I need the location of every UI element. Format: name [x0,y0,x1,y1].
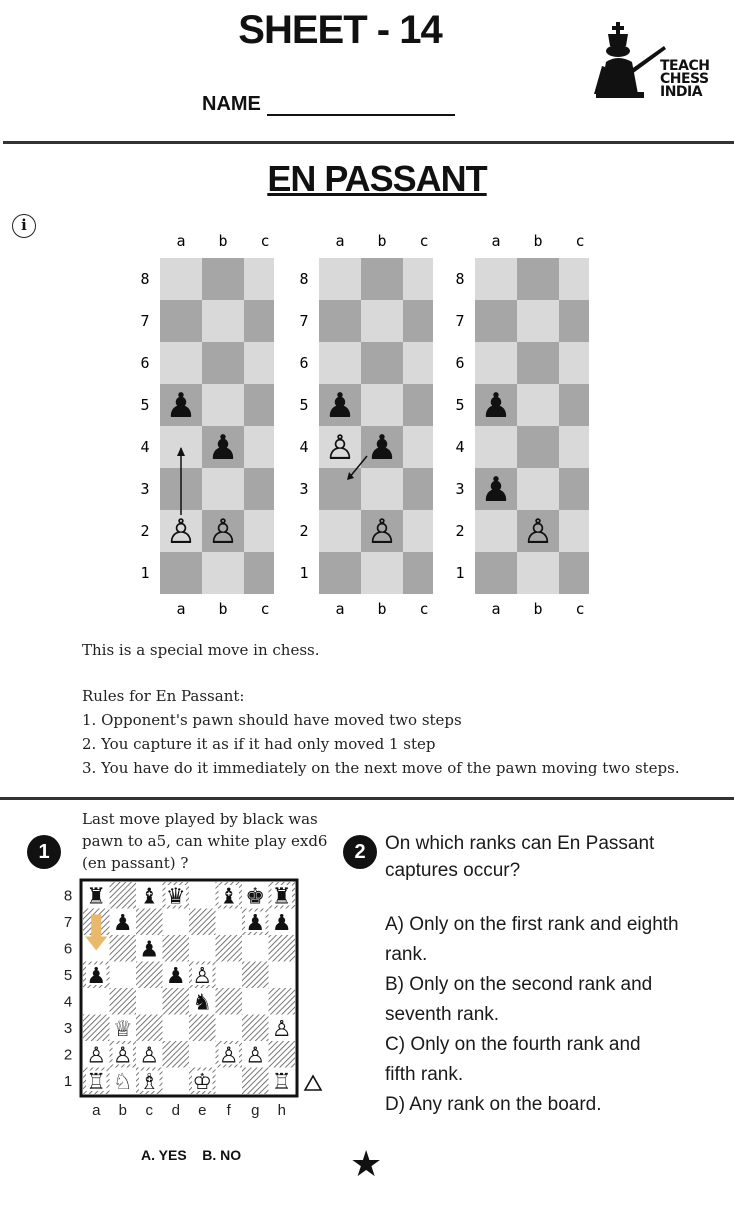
rank-label: 1 [299,564,309,582]
white-pawn: ♙ [165,512,197,552]
board-square [559,300,589,342]
rule-1: 1. Opponent's pawn should have moved two steps [82,711,462,729]
board-square [403,468,433,510]
file-label: a [491,600,501,618]
board-square[interactable] [189,935,216,962]
question-1-line: pawn to a5, can white play exd6 [82,832,328,850]
file-label: f [226,1102,231,1119]
question-1-line: Last move played by black was [82,810,318,828]
board-square [202,342,244,384]
board-square[interactable] [83,1015,110,1042]
board-square [361,300,403,342]
rank-label: 8 [140,270,150,288]
rank-label: 4 [299,438,309,456]
board-square[interactable] [189,882,216,909]
chess-piece[interactable]: ♙ [192,963,213,989]
chess-piece[interactable]: ♙ [245,1043,266,1069]
option-a-line: A) Only on the first rank and eighth [385,914,679,935]
board-square [475,426,517,468]
logo-text-teach: TEACH [660,58,710,74]
rank-label: 4 [140,438,150,456]
black-pawn: ♟ [165,386,197,426]
board-square[interactable] [216,909,243,936]
chess-piece[interactable]: ♖ [86,1069,107,1095]
board-square[interactable] [83,988,110,1015]
board-square[interactable] [216,935,243,962]
board-square[interactable] [216,1068,243,1095]
file-label: b [533,232,543,250]
question-2-badge: 2 [343,835,377,869]
board-square [319,510,361,552]
white-pawn: ♙ [207,512,239,552]
question-2-text [385,830,725,884]
chess-piece[interactable]: ♞ [192,990,213,1016]
star-icon: ★ [350,1143,383,1184]
rank-label: 7 [455,312,465,330]
question-1-answer-options[interactable]: A. YES B. NO [141,1147,242,1163]
board-square [403,342,433,384]
board-square [403,510,433,552]
board-square [517,426,559,468]
chess-piece[interactable]: ♜ [86,884,107,910]
chess-piece[interactable]: ♖ [271,1069,292,1095]
rank-label: 5 [455,396,465,414]
option-a[interactable] [385,910,730,970]
chess-piece[interactable]: ♔ [192,1069,213,1095]
board-square [319,342,361,384]
rank-label: 3 [299,480,309,498]
board-square[interactable] [163,935,190,962]
rank-label: 3 [63,1019,73,1037]
board-square [202,468,244,510]
rank-label: 8 [299,270,309,288]
board-square[interactable] [110,988,137,1015]
board-square[interactable] [269,962,296,989]
chess-piece[interactable]: ♟ [245,910,266,936]
board-square [244,384,274,426]
board-square [160,342,202,384]
diagram-group [128,228,608,624]
file-label: c [575,232,585,250]
question-2-options [385,910,730,1120]
chess-piece[interactable]: ♗ [139,1069,160,1095]
file-label: c [419,232,429,250]
question-2-line: On which ranks can En Passant [385,833,655,854]
board-square [403,300,433,342]
name-field[interactable] [202,93,455,116]
chess-piece[interactable]: ♟ [86,963,107,989]
rank-label: 1 [63,1072,73,1090]
board-square [517,300,559,342]
board-square [361,384,403,426]
board-square [244,342,274,384]
black-pawn: ♟ [324,386,356,426]
white-pawn: ♙ [324,428,356,468]
board-square [244,468,274,510]
board-square[interactable] [163,1068,190,1095]
intro-text: This is a special move in chess. [82,641,320,659]
chess-king-teacher-icon [590,20,670,102]
file-label: a [335,600,345,618]
board-square[interactable] [189,1015,216,1042]
rank-label: 1 [140,564,150,582]
file-label: a [335,232,345,250]
rank-label: 5 [140,396,150,414]
board-square [361,342,403,384]
rank-label: 1 [455,564,465,582]
board-square [160,552,202,594]
rank-label: 7 [299,312,309,330]
chess-piece[interactable]: ♙ [139,1043,160,1069]
board-square [361,552,403,594]
board-square [202,552,244,594]
chess-piece[interactable]: ♟ [271,910,292,936]
file-label: a [92,1102,101,1119]
board-square [559,552,589,594]
chess-piece[interactable]: ♘ [112,1069,133,1095]
board-square [559,384,589,426]
file-label: h [277,1102,286,1119]
black-pawn: ♟ [366,428,398,468]
file-label: c [260,600,270,618]
board-square[interactable] [242,1015,269,1042]
board-square [559,342,589,384]
board-square [475,342,517,384]
board-square [244,510,274,552]
option-c[interactable] [385,1030,730,1090]
chess-piece[interactable]: ♝ [218,884,239,910]
file-label: b [377,600,387,618]
section-heading: EN PASSANT [267,158,487,199]
board-square [475,300,517,342]
chess-piece[interactable]: ♟ [139,937,160,963]
board-square [517,468,559,510]
name-label: NAME [202,93,261,115]
triangle-icon [305,1076,321,1090]
rank-label: 8 [63,887,73,905]
board-square[interactable] [110,962,137,989]
file-label: b [118,1102,127,1119]
file-label: a [176,600,186,618]
board-square [319,258,361,300]
board-square [403,552,433,594]
board-square [559,258,589,300]
board-square[interactable] [110,935,137,962]
question-1-badge: 1 [27,835,61,869]
option-d-line: D) Any rank on the board. [385,1094,602,1115]
rank-label: 3 [140,480,150,498]
file-label: b [218,232,228,250]
board-square[interactable] [242,1068,269,1095]
rank-label: 8 [455,270,465,288]
board-square [244,426,274,468]
explanation-board-2 [299,232,433,618]
chess-piece[interactable]: ♛ [165,884,186,910]
rank-label: 4 [455,438,465,456]
file-label: c [419,600,429,618]
board-square [517,552,559,594]
file-label: a [491,232,501,250]
explanation-board-1 [140,232,274,618]
board-square [403,258,433,300]
file-label: b [533,600,543,618]
board-square[interactable] [216,988,243,1015]
board-square[interactable] [189,909,216,936]
option-b-line: B) Only on the second rank and [385,974,653,995]
board-square[interactable] [189,1041,216,1068]
option-d[interactable] [385,1090,730,1120]
rank-label: 5 [63,966,73,984]
chess-piece[interactable]: ♟ [165,963,186,989]
logo [590,20,730,102]
option-b-line: seventh rank. [385,1004,500,1025]
section-divider [0,797,734,800]
board-square [361,258,403,300]
board-square [202,300,244,342]
rule-2: 2. You capture it as if it had only moved 1 step [82,735,436,753]
name-blank-line[interactable] [267,96,455,116]
white-pawn: ♙ [366,512,398,552]
board-square[interactable] [163,1041,190,1068]
rank-label: 7 [63,913,73,931]
board-square [559,510,589,552]
board-square [361,468,403,510]
rank-label: 2 [455,522,465,540]
chess-piece[interactable]: ♝ [139,884,160,910]
question-1-line: (en passant) ? [82,854,189,872]
board-square [559,468,589,510]
board-square [202,258,244,300]
board-square[interactable] [269,1041,296,1068]
board-square [517,258,559,300]
board-square [475,258,517,300]
file-label: c [145,1102,153,1119]
board-square[interactable] [110,882,137,909]
board-square[interactable] [216,962,243,989]
board-square[interactable] [163,988,190,1015]
question-1-chessboard [58,870,338,1126]
logo-text-chess: CHESS [660,71,709,87]
board-square[interactable] [242,962,269,989]
rank-label: 4 [63,993,73,1011]
option-c-line: C) Only on the fourth rank and [385,1034,641,1055]
rank-label: 5 [299,396,309,414]
rank-label: 6 [299,354,309,372]
header-divider [3,141,734,144]
rank-label: 2 [63,1046,73,1064]
rules-title: Rules for En Passant: [82,687,245,705]
file-label: b [218,600,228,618]
board-square[interactable] [136,988,163,1015]
chess-piece[interactable]: ♙ [218,1043,239,1069]
board-square [160,258,202,300]
chess-piece[interactable]: ♙ [86,1043,107,1069]
board-square [319,468,361,510]
black-pawn: ♟ [480,386,512,426]
board-square [319,552,361,594]
file-label: d [171,1102,180,1119]
rank-label: 2 [140,522,150,540]
chess-piece[interactable]: ♕ [112,1016,133,1042]
question-1-board-area [58,870,338,1126]
file-label: c [260,232,270,250]
board-square [244,300,274,342]
board-square [403,426,433,468]
board-square [244,552,274,594]
board-square[interactable] [136,1015,163,1042]
board-square[interactable] [269,988,296,1015]
option-b[interactable] [385,970,730,1030]
file-label: c [575,600,585,618]
board-square [559,426,589,468]
info-icon[interactable]: i [12,214,36,238]
board-square [319,300,361,342]
question-2-line: captures occur? [385,860,521,881]
chess-piece[interactable]: ♚ [245,884,266,910]
last-move-arrow [91,915,101,939]
board-square [160,300,202,342]
board-square [517,384,559,426]
chess-piece[interactable]: ♙ [271,1016,292,1042]
option-c-line: fifth rank. [385,1064,464,1085]
rank-label: 6 [63,940,73,958]
file-label: g [251,1102,260,1119]
file-label: b [377,232,387,250]
board-square [202,384,244,426]
board-square [403,384,433,426]
rank-label: 6 [455,354,465,372]
file-label: e [198,1102,207,1119]
board-square[interactable] [136,909,163,936]
chess-piece[interactable]: ♙ [112,1043,133,1069]
chess-piece[interactable]: ♜ [271,884,292,910]
option-a-line: rank. [385,944,428,965]
rank-label: 2 [299,522,309,540]
board-square [475,552,517,594]
board-square[interactable] [163,1015,190,1042]
sheet-title: SHEET - 14 [238,8,442,52]
black-pawn: ♟ [207,428,239,468]
board-square[interactable] [136,962,163,989]
logo-text-india: INDIA [660,84,703,100]
rank-label: 3 [455,480,465,498]
board-square[interactable] [269,935,296,962]
rank-label: 6 [140,354,150,372]
board-square[interactable] [242,988,269,1015]
black-pawn: ♟ [480,470,512,510]
board-square[interactable] [216,1015,243,1042]
file-label: a [176,232,186,250]
board-square [517,342,559,384]
rank-label: 7 [140,312,150,330]
rule-3: 3. You have do it immediately on the next move of the pawn moving two steps. [82,759,680,777]
board-square[interactable] [163,909,190,936]
board-square[interactable] [242,935,269,962]
chess-piece[interactable]: ♟ [112,910,133,936]
board-square [475,510,517,552]
explanation-board-3 [455,232,589,618]
board-square [244,258,274,300]
question-1-text [82,808,327,874]
en-passant-diagrams [128,228,608,624]
white-pawn: ♙ [522,512,554,552]
